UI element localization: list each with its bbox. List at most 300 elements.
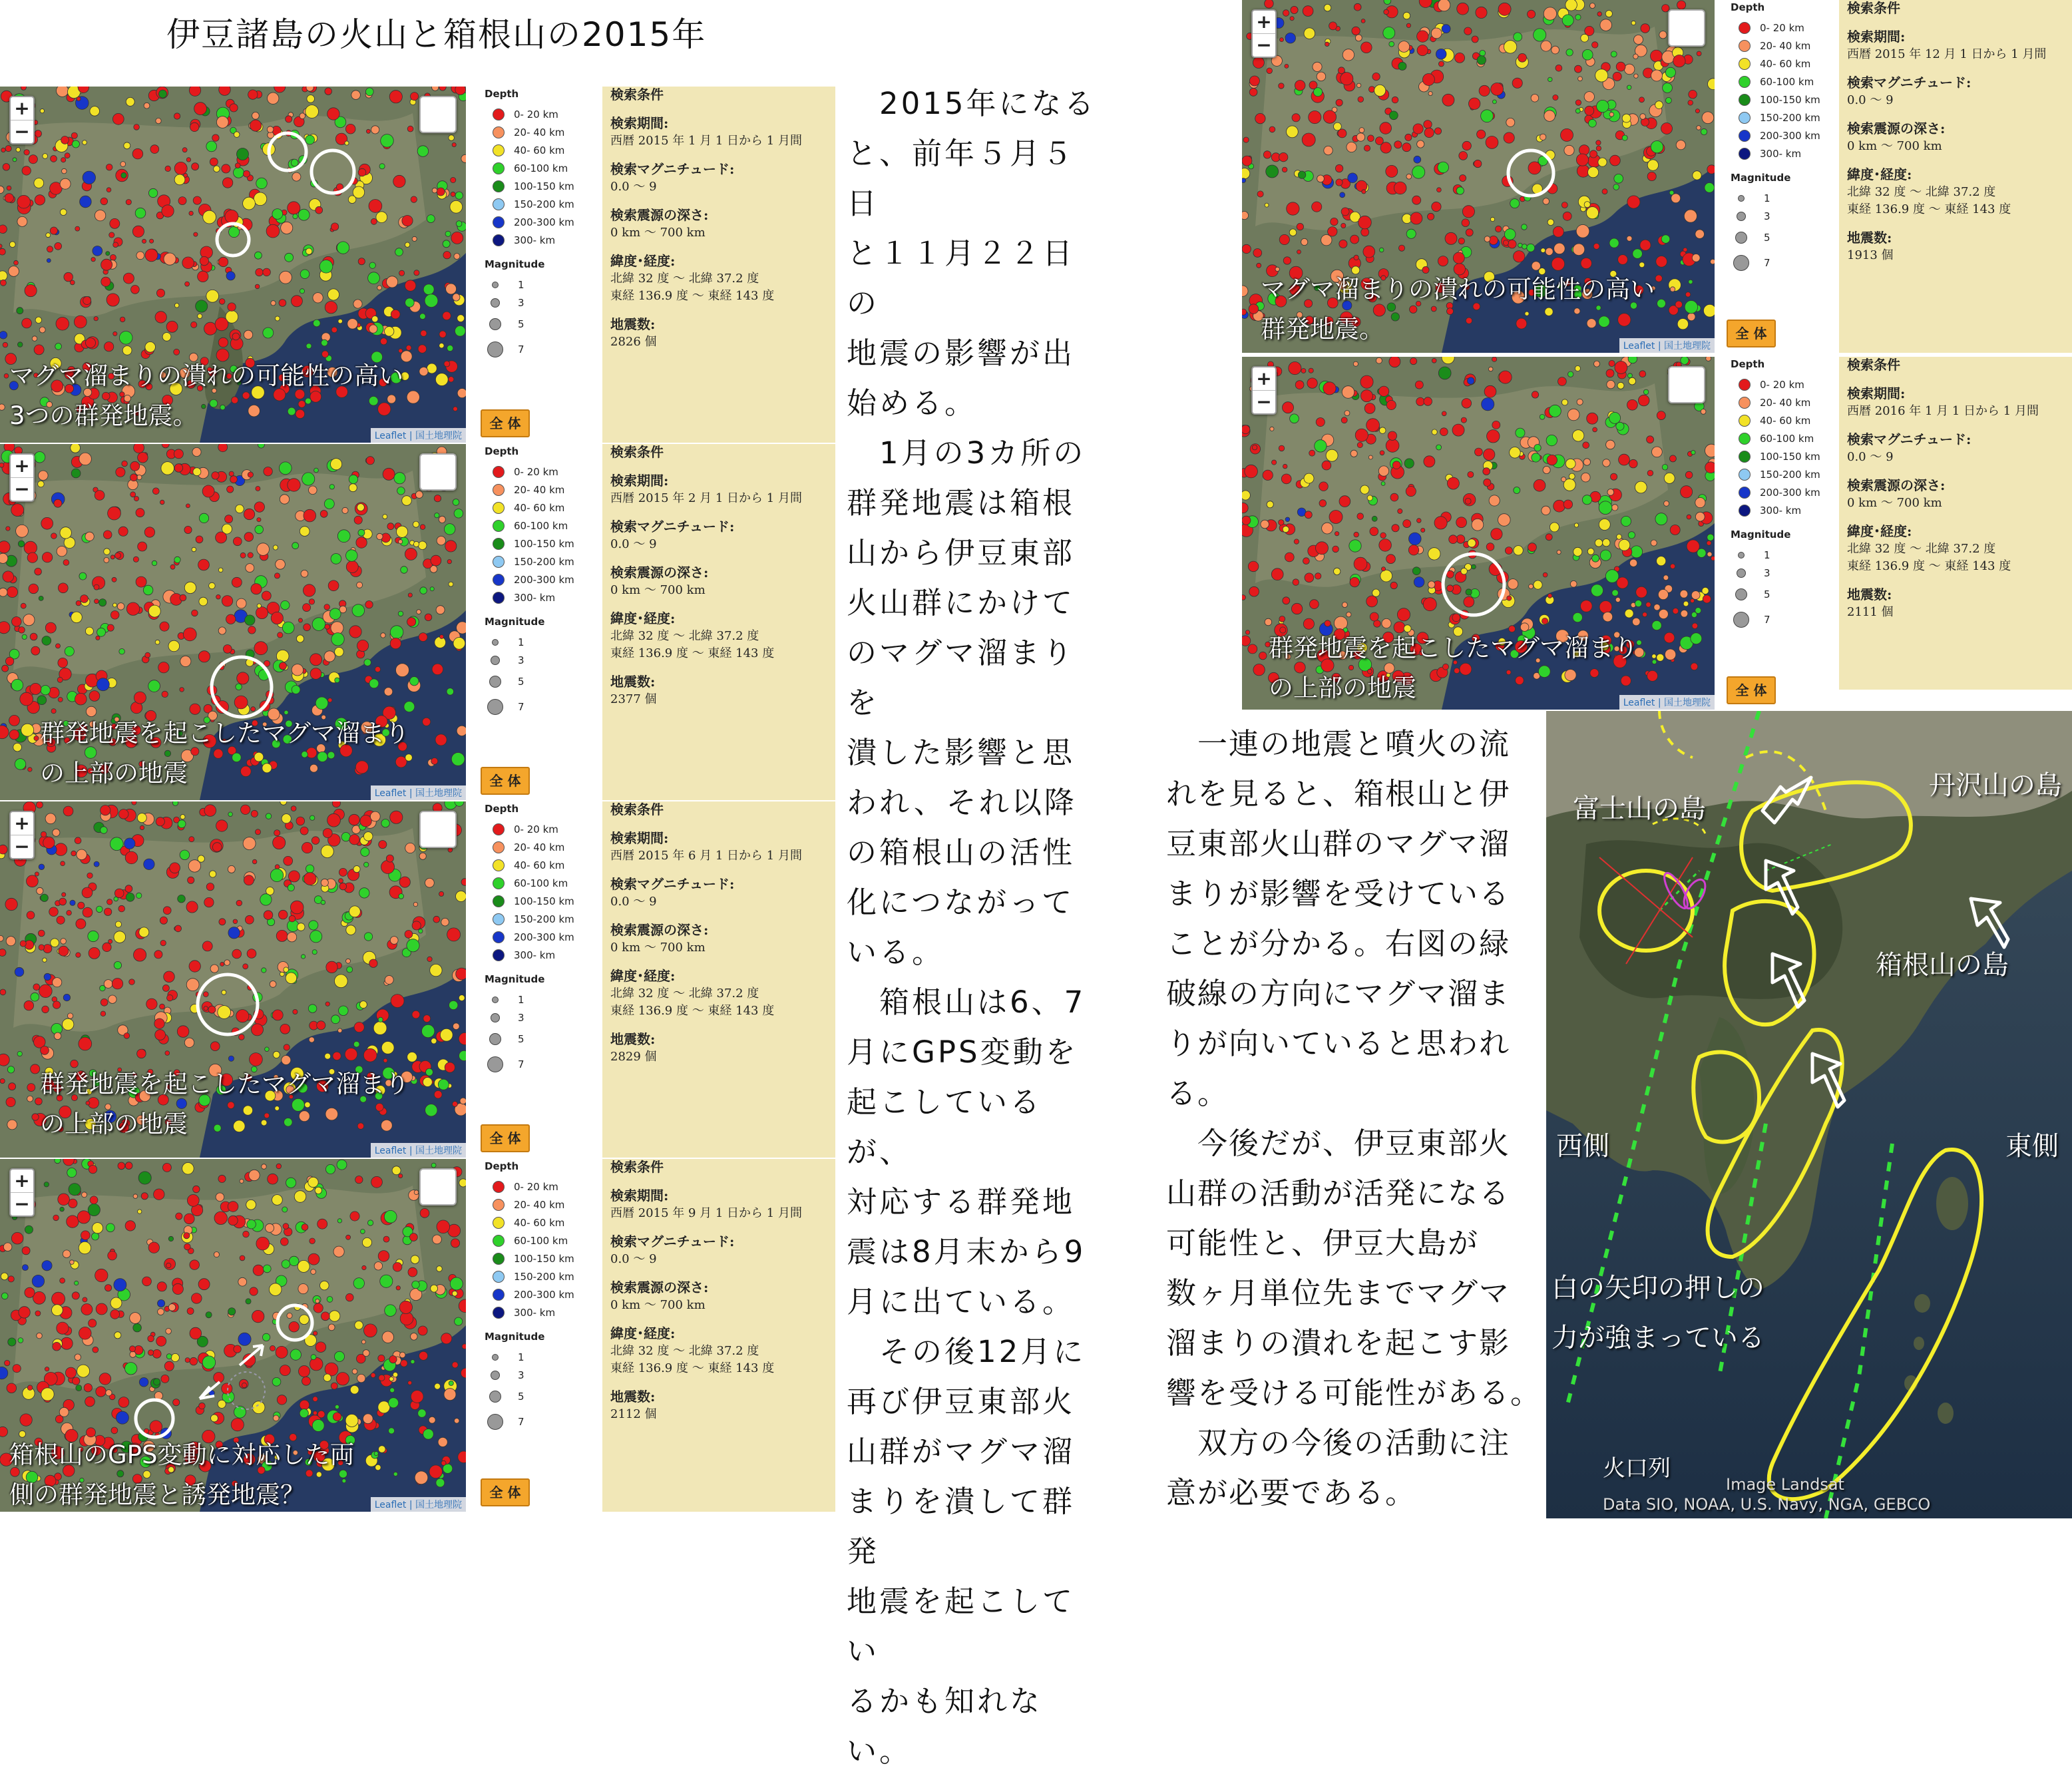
depth-color-swatch	[493, 1199, 505, 1211]
map-caption: 群発地震を起こしたマグマ溜まり の上部の地震	[40, 719, 409, 787]
all-button[interactable]: 全 体	[481, 1478, 530, 1506]
depth-legend-item: 60-100 km	[473, 1231, 606, 1249]
period-label: 検索期間:	[1847, 385, 1906, 401]
search-conditions-5	[1839, 0, 2072, 353]
map-caption: マグマ溜まりの潰れの可能性の高い 群発地震。	[1261, 275, 1655, 343]
magnitude-legend-item: 1	[1719, 189, 1852, 207]
search-conditions-3	[602, 801, 835, 1158]
depth-legend-item: 60-100 km	[1719, 73, 1852, 91]
latitude-value: 北緯 32 度 〜 北緯 37.2 度	[610, 987, 759, 1000]
depth-color-swatch	[493, 895, 505, 907]
search-conditions-1	[602, 87, 835, 443]
right-body-text	[1166, 719, 1542, 1518]
text-line: 潰した影響と思	[847, 735, 1076, 770]
depth-legend-item: 150-200 km	[473, 1267, 606, 1285]
depth-color-swatch	[493, 538, 505, 550]
depth-legend-2	[473, 444, 606, 800]
depth-legend-item: 20- 40 km	[473, 1196, 606, 1214]
text-line: るかも知れない。	[847, 1683, 1043, 1769]
count-value: 2112 個	[610, 1407, 657, 1421]
text-line: れを見ると、箱根山と伊	[1166, 776, 1511, 811]
magnitude-legend-item: 7	[473, 337, 606, 362]
count-value: 2826 個	[610, 335, 657, 349]
depth-label: 検索震源の深さ:	[1847, 477, 1946, 493]
zoom-out-button[interactable]: −	[1253, 33, 1275, 57]
depth-color-swatch	[493, 1181, 505, 1193]
depth-color-swatch	[1739, 415, 1751, 427]
longitude-value: 東経 136.9 度 〜 東経 143 度	[610, 289, 775, 303]
depth-legend-item: 60-100 km	[473, 517, 606, 535]
depth-color-swatch	[493, 198, 505, 210]
magnitude-legend-title: Magnitude	[1731, 529, 1791, 541]
text-line: のマグマ溜まりを	[847, 635, 1076, 720]
layers-icon[interactable]	[419, 811, 457, 848]
text-line: 群発地震は箱根	[847, 485, 1076, 521]
longitude-value: 東経 136.9 度 〜 東経 143 度	[1847, 559, 2011, 573]
text-line: 化につながって	[847, 885, 1075, 920]
magnitude-legend-item: 7	[473, 1052, 606, 1077]
count-value: 2111 個	[1847, 605, 1894, 619]
page-title: 伊豆諸島の火山と箱根山の2015年	[166, 15, 707, 54]
text-line: 2015年になる	[847, 86, 1097, 121]
conditions-header: 検索条件	[610, 87, 664, 103]
depth-legend-1	[473, 87, 606, 443]
count-label: 地震数:	[610, 316, 656, 332]
magnitude-legend-title: Magnitude	[485, 616, 545, 628]
conditions-header: 検索条件	[610, 1159, 664, 1175]
text-line: 地震を起こしてい	[847, 1584, 1076, 1669]
period-label: 検索期間:	[1847, 29, 1906, 45]
depth-legend-item: 100-150 km	[473, 177, 606, 195]
depth-color-swatch	[1739, 94, 1751, 106]
depth-color-swatch	[493, 216, 505, 228]
depth-legend-item: 150-200 km	[473, 910, 606, 928]
depth-legend-item: 40- 60 km	[1719, 55, 1852, 73]
text-line: 震は8月末から9	[847, 1234, 1086, 1269]
text-line: の箱根山の活性	[847, 835, 1076, 870]
center-body-text	[847, 79, 1100, 1776]
zoom-control[interactable]	[1251, 366, 1277, 415]
magnitude-legend-item: 3	[473, 1008, 606, 1026]
magnitude-size-swatch	[492, 639, 499, 646]
depth-legend-3	[473, 801, 606, 1158]
depth-legend-item: 0- 20 km	[1719, 19, 1852, 37]
magnitude-legend-item: 5	[473, 669, 606, 694]
depth-value: 0 km 〜 700 km	[1847, 139, 1942, 153]
magnitude-label: 検索マグニチュード:	[1847, 431, 1971, 447]
depth-legend-item: 40- 60 km	[473, 141, 606, 159]
magnitude-value: 0.0 〜 9	[610, 180, 657, 194]
depth-legend-item: 60-100 km	[473, 874, 606, 892]
depth-legend-item: 0- 20 km	[1719, 375, 1852, 393]
depth-color-swatch	[1739, 397, 1751, 409]
depth-value: 0 km 〜 700 km	[610, 226, 706, 240]
search-conditions-4	[602, 1159, 835, 1512]
depth-color-swatch	[493, 109, 505, 120]
count-value: 2377 個	[610, 692, 657, 706]
count-label: 地震数:	[610, 1031, 656, 1047]
conditions-header: 検索条件	[1847, 357, 1900, 373]
label-fuji-island: 富士山の島	[1573, 793, 1706, 824]
map-caption: マグマ溜まりの潰れの可能性の高い 3つの群発地震。	[9, 361, 403, 430]
text-line: 1月の3カ所の	[847, 435, 1086, 471]
depth-legend-item: 200-300 km	[473, 1285, 606, 1303]
map-caption: 群発地震を起こしたマグマ溜まり の上部の地震	[40, 1070, 409, 1138]
magnitude-size-swatch	[1733, 612, 1749, 628]
zoom-out-button[interactable]: −	[11, 477, 33, 501]
text-line: 箱根山は6、7	[847, 985, 1086, 1020]
conditions-header: 検索条件	[610, 801, 664, 817]
depth-legend-item: 100-150 km	[1719, 447, 1852, 465]
search-conditions-6	[1839, 357, 2072, 690]
earthquake-map-panel-2[interactable]	[0, 444, 466, 800]
depth-color-swatch	[1739, 112, 1751, 124]
depth-color-swatch	[493, 1253, 505, 1265]
magnitude-legend-title: Magnitude	[485, 973, 545, 985]
text-line: 山群がマグマ溜	[847, 1434, 1076, 1469]
text-line: と、前年５月５日	[847, 136, 1076, 221]
depth-legend-item: 40- 60 km	[473, 1214, 606, 1231]
label-tanzawa-island: 丹沢山の島	[1929, 770, 2062, 801]
zoom-out-button[interactable]: −	[11, 120, 33, 143]
text-line: いる。	[847, 935, 945, 970]
depth-color-swatch	[1739, 451, 1751, 463]
depth-legend-item: 20- 40 km	[473, 123, 606, 141]
depth-legend-5	[1719, 0, 1852, 353]
magnitude-legend-item: 7	[473, 1409, 606, 1435]
text-line: まりを潰して群発	[847, 1484, 1076, 1569]
magnitude-label: 検索マグニチュード:	[1847, 75, 1971, 91]
all-button[interactable]: 全 体	[1727, 676, 1776, 704]
text-line: 可能性と、伊豆大島が	[1166, 1225, 1480, 1261]
map-attribution[interactable]: Leaflet | 国土地理院	[1619, 338, 1715, 353]
zoom-in-button[interactable]: +	[14, 97, 30, 119]
depth-legend-item: 150-200 km	[1719, 109, 1852, 126]
magnitude-value: 0.0 〜 9	[610, 895, 657, 909]
longitude-value: 東経 136.9 度 〜 東経 143 度	[1847, 202, 2011, 216]
text-line: まりが影響を受けている	[1166, 876, 1511, 911]
map-attribution[interactable]: Leaflet | 国土地理院	[371, 1143, 466, 1158]
zoom-out-button[interactable]: −	[11, 1192, 33, 1216]
depth-color-swatch	[1739, 76, 1751, 88]
depth-legend-item: 0- 20 km	[473, 1178, 606, 1196]
magnitude-legend-item: 5	[473, 1026, 606, 1052]
period-label: 検索期間:	[610, 115, 669, 131]
hakone-izu-satellite-figure	[1546, 711, 2072, 1518]
magnitude-size-swatch	[487, 699, 503, 715]
depth-value: 0 km 〜 700 km	[610, 941, 706, 955]
magnitude-legend-item: 1	[473, 633, 606, 651]
depth-color-swatch	[1739, 469, 1751, 481]
all-button[interactable]: 全 体	[481, 767, 530, 795]
magnitude-legend-item: 5	[1719, 582, 1852, 607]
zoom-in-button[interactable]: +	[1256, 367, 1272, 389]
magnitude-legend-item: 7	[473, 694, 606, 720]
conditions-header: 検索条件	[1847, 0, 1900, 16]
period-label: 検索期間:	[610, 1188, 669, 1204]
depth-color-swatch	[493, 877, 505, 889]
depth-color-swatch	[493, 1307, 505, 1319]
depth-color-swatch	[493, 592, 505, 604]
layers-icon[interactable]	[1668, 9, 1705, 47]
depth-color-swatch	[493, 1289, 505, 1301]
satellite-image	[1546, 711, 2072, 1518]
label-volcanic-chain: 火口列	[1603, 1455, 1671, 1482]
latitude-value: 北緯 32 度 〜 北緯 37.2 度	[610, 629, 759, 643]
depth-legend-item: 300- km	[473, 231, 606, 249]
magnitude-legend-item: 5	[1719, 225, 1852, 250]
label-hakone-island: 箱根山の島	[1876, 950, 2009, 981]
magnitude-size-swatch	[487, 341, 503, 357]
depth-legend-6	[1719, 357, 1852, 710]
magnitude-label: 検索マグニチュード:	[610, 876, 735, 892]
period-label: 検索期間:	[610, 473, 669, 489]
longitude-value: 東経 136.9 度 〜 東経 143 度	[610, 1004, 775, 1018]
count-label: 地震数:	[1847, 230, 1892, 246]
depth-color-swatch	[493, 126, 505, 138]
zoom-in-button[interactable]: +	[1256, 11, 1272, 33]
longitude-value: 東経 136.9 度 〜 東経 143 度	[610, 1361, 775, 1375]
latitude-value: 北緯 32 度 〜 北緯 37.2 度	[610, 1344, 759, 1358]
depth-legend-item: 40- 60 km	[473, 499, 606, 517]
data-credit: Data SIO, NOAA, U.S. Navy, NGA, GEBCO	[1603, 1495, 1931, 1514]
magnitude-value: 0.0 〜 9	[610, 1252, 657, 1266]
depth-legend-item: 100-150 km	[473, 535, 606, 553]
magnitude-size-swatch	[1738, 195, 1745, 202]
depth-value: 0 km 〜 700 km	[610, 583, 706, 597]
magnitude-legend-item: 3	[473, 1366, 606, 1384]
depth-color-swatch	[493, 913, 505, 925]
text-line: 対応する群発地	[847, 1184, 1076, 1220]
latlon-label: 緯度･経度:	[1847, 523, 1912, 539]
depth-legend-item: 200-300 km	[473, 570, 606, 588]
depth-legend-item: 0- 20 km	[473, 820, 606, 838]
magnitude-legend-item: 7	[1719, 250, 1852, 276]
text-line: 月に出ている。	[847, 1284, 1076, 1319]
depth-color-swatch	[1739, 379, 1751, 391]
latlon-label: 緯度･経度:	[1847, 166, 1912, 182]
text-line: 月にGPS変動を	[847, 1034, 1078, 1070]
all-button[interactable]: 全 体	[1727, 320, 1776, 347]
latlon-label: 緯度･経度:	[610, 968, 676, 984]
earthquake-map-panel-4[interactable]	[0, 1159, 466, 1512]
depth-legend-item: 40- 60 km	[473, 856, 606, 874]
layers-icon[interactable]	[1668, 366, 1705, 403]
zoom-control[interactable]	[1251, 9, 1277, 58]
magnitude-size-swatch	[492, 997, 499, 1003]
depth-color-swatch	[493, 931, 505, 943]
zoom-control[interactable]	[9, 811, 35, 859]
text-line: ことが分かる。右図の緑	[1166, 926, 1511, 961]
text-line: 山から伊豆東部	[847, 535, 1076, 570]
depth-legend-title: Depth	[485, 1160, 519, 1172]
magnitude-size-swatch	[492, 282, 499, 288]
depth-color-swatch	[493, 466, 505, 478]
text-line: 破線の方向にマグマ溜ま	[1166, 976, 1511, 1011]
magnitude-legend-title: Magnitude	[485, 1331, 545, 1343]
depth-legend-title: Depth	[1731, 1, 1765, 13]
depth-legend-item: 150-200 km	[473, 553, 606, 570]
image-credit: Image Landsat	[1726, 1475, 1844, 1494]
text-line: 火山群にかけて	[847, 585, 1076, 620]
depth-color-swatch	[493, 144, 505, 156]
period-value: 西暦 2015 年 1 月 1 日から 1 月間	[610, 134, 802, 148]
period-value: 西暦 2015 年 6 月 1 日から 1 月間	[610, 849, 802, 863]
period-value: 西暦 2015 年 12 月 1 日から 1 月間	[1847, 47, 2047, 61]
magnitude-legend-title: Magnitude	[1731, 172, 1791, 184]
count-label: 地震数:	[1847, 586, 1892, 602]
latlon-label: 緯度･経度:	[610, 1325, 676, 1341]
latitude-value: 北緯 32 度 〜 北緯 37.2 度	[1847, 185, 1996, 199]
map-attribution[interactable]: Leaflet | 国土地理院	[1619, 695, 1715, 710]
depth-color-swatch	[493, 1271, 505, 1283]
magnitude-size-swatch	[487, 1414, 503, 1430]
depth-color-swatch	[493, 180, 505, 192]
text-line: その後12月に	[847, 1334, 1086, 1369]
layers-icon[interactable]	[419, 96, 457, 133]
magnitude-size-swatch	[491, 656, 500, 665]
magnitude-size-swatch	[1733, 255, 1749, 271]
latlon-label: 緯度･経度:	[610, 253, 676, 269]
depth-legend-item: 200-300 km	[1719, 126, 1852, 144]
magnitude-size-swatch	[1737, 212, 1746, 221]
depth-legend-item: 100-150 km	[1719, 91, 1852, 109]
depth-color-swatch	[1739, 130, 1751, 142]
latitude-value: 北緯 32 度 〜 北緯 37.2 度	[1847, 542, 1996, 556]
depth-label: 検索震源の深さ:	[1847, 120, 1946, 136]
depth-legend-item: 60-100 km	[473, 159, 606, 177]
magnitude-legend-item: 7	[1719, 607, 1852, 632]
depth-legend-item: 150-200 km	[473, 195, 606, 213]
conditions-header: 検索条件	[610, 444, 664, 460]
zoom-in-button[interactable]: +	[14, 1170, 30, 1192]
depth-legend-item: 300- km	[473, 1303, 606, 1321]
count-value: 2829 個	[610, 1050, 657, 1064]
period-label: 検索期間:	[610, 830, 669, 846]
all-button[interactable]: 全 体	[481, 409, 530, 437]
magnitude-label: 検索マグニチュード:	[610, 161, 735, 177]
depth-legend-item: 200-300 km	[1719, 483, 1852, 501]
magnitude-label: 検索マグニチュード:	[610, 519, 735, 535]
magnitude-size-swatch	[1735, 588, 1747, 600]
magnitude-size-swatch	[492, 1354, 499, 1361]
zoom-out-button[interactable]: −	[11, 835, 33, 858]
depth-legend-item: 300- km	[473, 946, 606, 964]
text-line: 再び伊豆東部火	[847, 1384, 1076, 1419]
search-conditions-2	[602, 444, 835, 800]
zoom-out-button[interactable]: −	[1253, 390, 1275, 413]
depth-color-swatch	[1739, 433, 1751, 445]
magnitude-size-swatch	[489, 1033, 501, 1045]
magnitude-size-swatch	[489, 318, 501, 330]
label-east-side: 東側	[2005, 1131, 2059, 1162]
earthquake-map-panel-5[interactable]	[1242, 0, 1715, 353]
magnitude-label: 検索マグニチュード:	[610, 1233, 735, 1249]
layers-icon[interactable]	[419, 453, 457, 491]
magnitude-legend-item: 1	[473, 276, 606, 294]
map-attribution[interactable]: Leaflet | 国土地理院	[371, 1497, 466, 1512]
text-line: 数ヶ月単位先までマグマ	[1166, 1275, 1511, 1311]
earthquake-map-panel-1[interactable]	[0, 87, 466, 443]
text-line: る。	[1166, 1076, 1229, 1111]
depth-color-swatch	[1739, 148, 1751, 160]
zoom-in-button[interactable]: +	[14, 455, 30, 477]
text-line: 今後だが、伊豆東部火	[1166, 1126, 1511, 1161]
magnitude-size-swatch	[1737, 568, 1746, 578]
depth-color-swatch	[493, 1235, 505, 1247]
depth-legend-4	[473, 1159, 606, 1512]
count-label: 地震数:	[610, 1389, 656, 1405]
zoom-in-button[interactable]: +	[14, 812, 30, 834]
magnitude-size-swatch	[491, 1371, 500, 1380]
depth-color-swatch	[493, 859, 505, 871]
earthquake-map-panel-3[interactable]	[0, 801, 466, 1158]
layers-icon[interactable]	[419, 1168, 457, 1206]
text-line: 地震の影響が出	[847, 335, 1076, 371]
latitude-value: 北緯 32 度 〜 北緯 37.2 度	[610, 272, 759, 286]
magnitude-size-swatch	[491, 1013, 500, 1022]
depth-legend-item: 200-300 km	[473, 928, 606, 946]
depth-label: 検索震源の深さ:	[610, 564, 709, 580]
text-line: 起こしているが、	[847, 1084, 1043, 1170]
depth-color-swatch	[493, 234, 505, 246]
magnitude-legend-title: Magnitude	[485, 258, 545, 270]
depth-color-swatch	[493, 949, 505, 961]
all-button[interactable]: 全 体	[481, 1124, 530, 1152]
depth-color-swatch	[493, 162, 505, 174]
depth-legend-item: 300- km	[1719, 144, 1852, 162]
depth-legend-item: 300- km	[1719, 501, 1852, 519]
depth-color-swatch	[493, 502, 505, 514]
zoom-control[interactable]	[9, 453, 35, 502]
depth-legend-item: 20- 40 km	[473, 481, 606, 499]
map-attribution[interactable]: Leaflet | 国土地理院	[371, 428, 466, 443]
zoom-control[interactable]	[9, 1168, 35, 1217]
depth-color-swatch	[493, 823, 505, 835]
depth-color-swatch	[493, 841, 505, 853]
count-value: 1913 個	[1847, 248, 1894, 262]
depth-color-swatch	[1739, 22, 1751, 34]
magnitude-legend-item: 1	[1719, 546, 1852, 564]
depth-color-swatch	[1739, 487, 1751, 499]
text-line: われ、それ以降	[847, 785, 1077, 820]
depth-legend-item: 100-150 km	[473, 1249, 606, 1267]
depth-color-swatch	[493, 520, 505, 532]
map-caption: 箱根山のGPS変動に対応した両 側の群発地震と誘発地震？	[9, 1441, 355, 1509]
label-arrow-note-2: 力が強まっている	[1552, 1323, 1764, 1353]
magnitude-legend-item: 1	[473, 1348, 606, 1366]
text-line: と１１月２２日の	[847, 236, 1076, 321]
period-value: 西暦 2015 年 2 月 1 日から 1 月間	[610, 491, 802, 505]
earthquake-map-panel-6[interactable]	[1242, 357, 1715, 710]
depth-legend-item: 40- 60 km	[1719, 411, 1852, 429]
longitude-value: 東経 136.9 度 〜 東経 143 度	[610, 646, 775, 660]
text-line: 豆東部火山群のマグマ溜	[1166, 826, 1511, 861]
depth-legend-item: 60-100 km	[1719, 429, 1852, 447]
depth-label: 検索震源の深さ:	[610, 1279, 709, 1295]
depth-legend-item: 0- 20 km	[473, 105, 606, 123]
depth-color-swatch	[1739, 40, 1751, 52]
depth-color-swatch	[1739, 58, 1751, 70]
zoom-control[interactable]	[9, 96, 35, 144]
depth-value: 0 km 〜 700 km	[1847, 496, 1942, 510]
depth-value: 0 km 〜 700 km	[610, 1298, 706, 1312]
magnitude-legend-item: 3	[1719, 207, 1852, 225]
depth-legend-title: Depth	[485, 803, 519, 815]
magnitude-value: 0.0 〜 9	[1847, 93, 1894, 107]
map-attribution[interactable]: Leaflet | 国土地理院	[371, 785, 466, 800]
magnitude-size-swatch	[489, 1391, 501, 1403]
